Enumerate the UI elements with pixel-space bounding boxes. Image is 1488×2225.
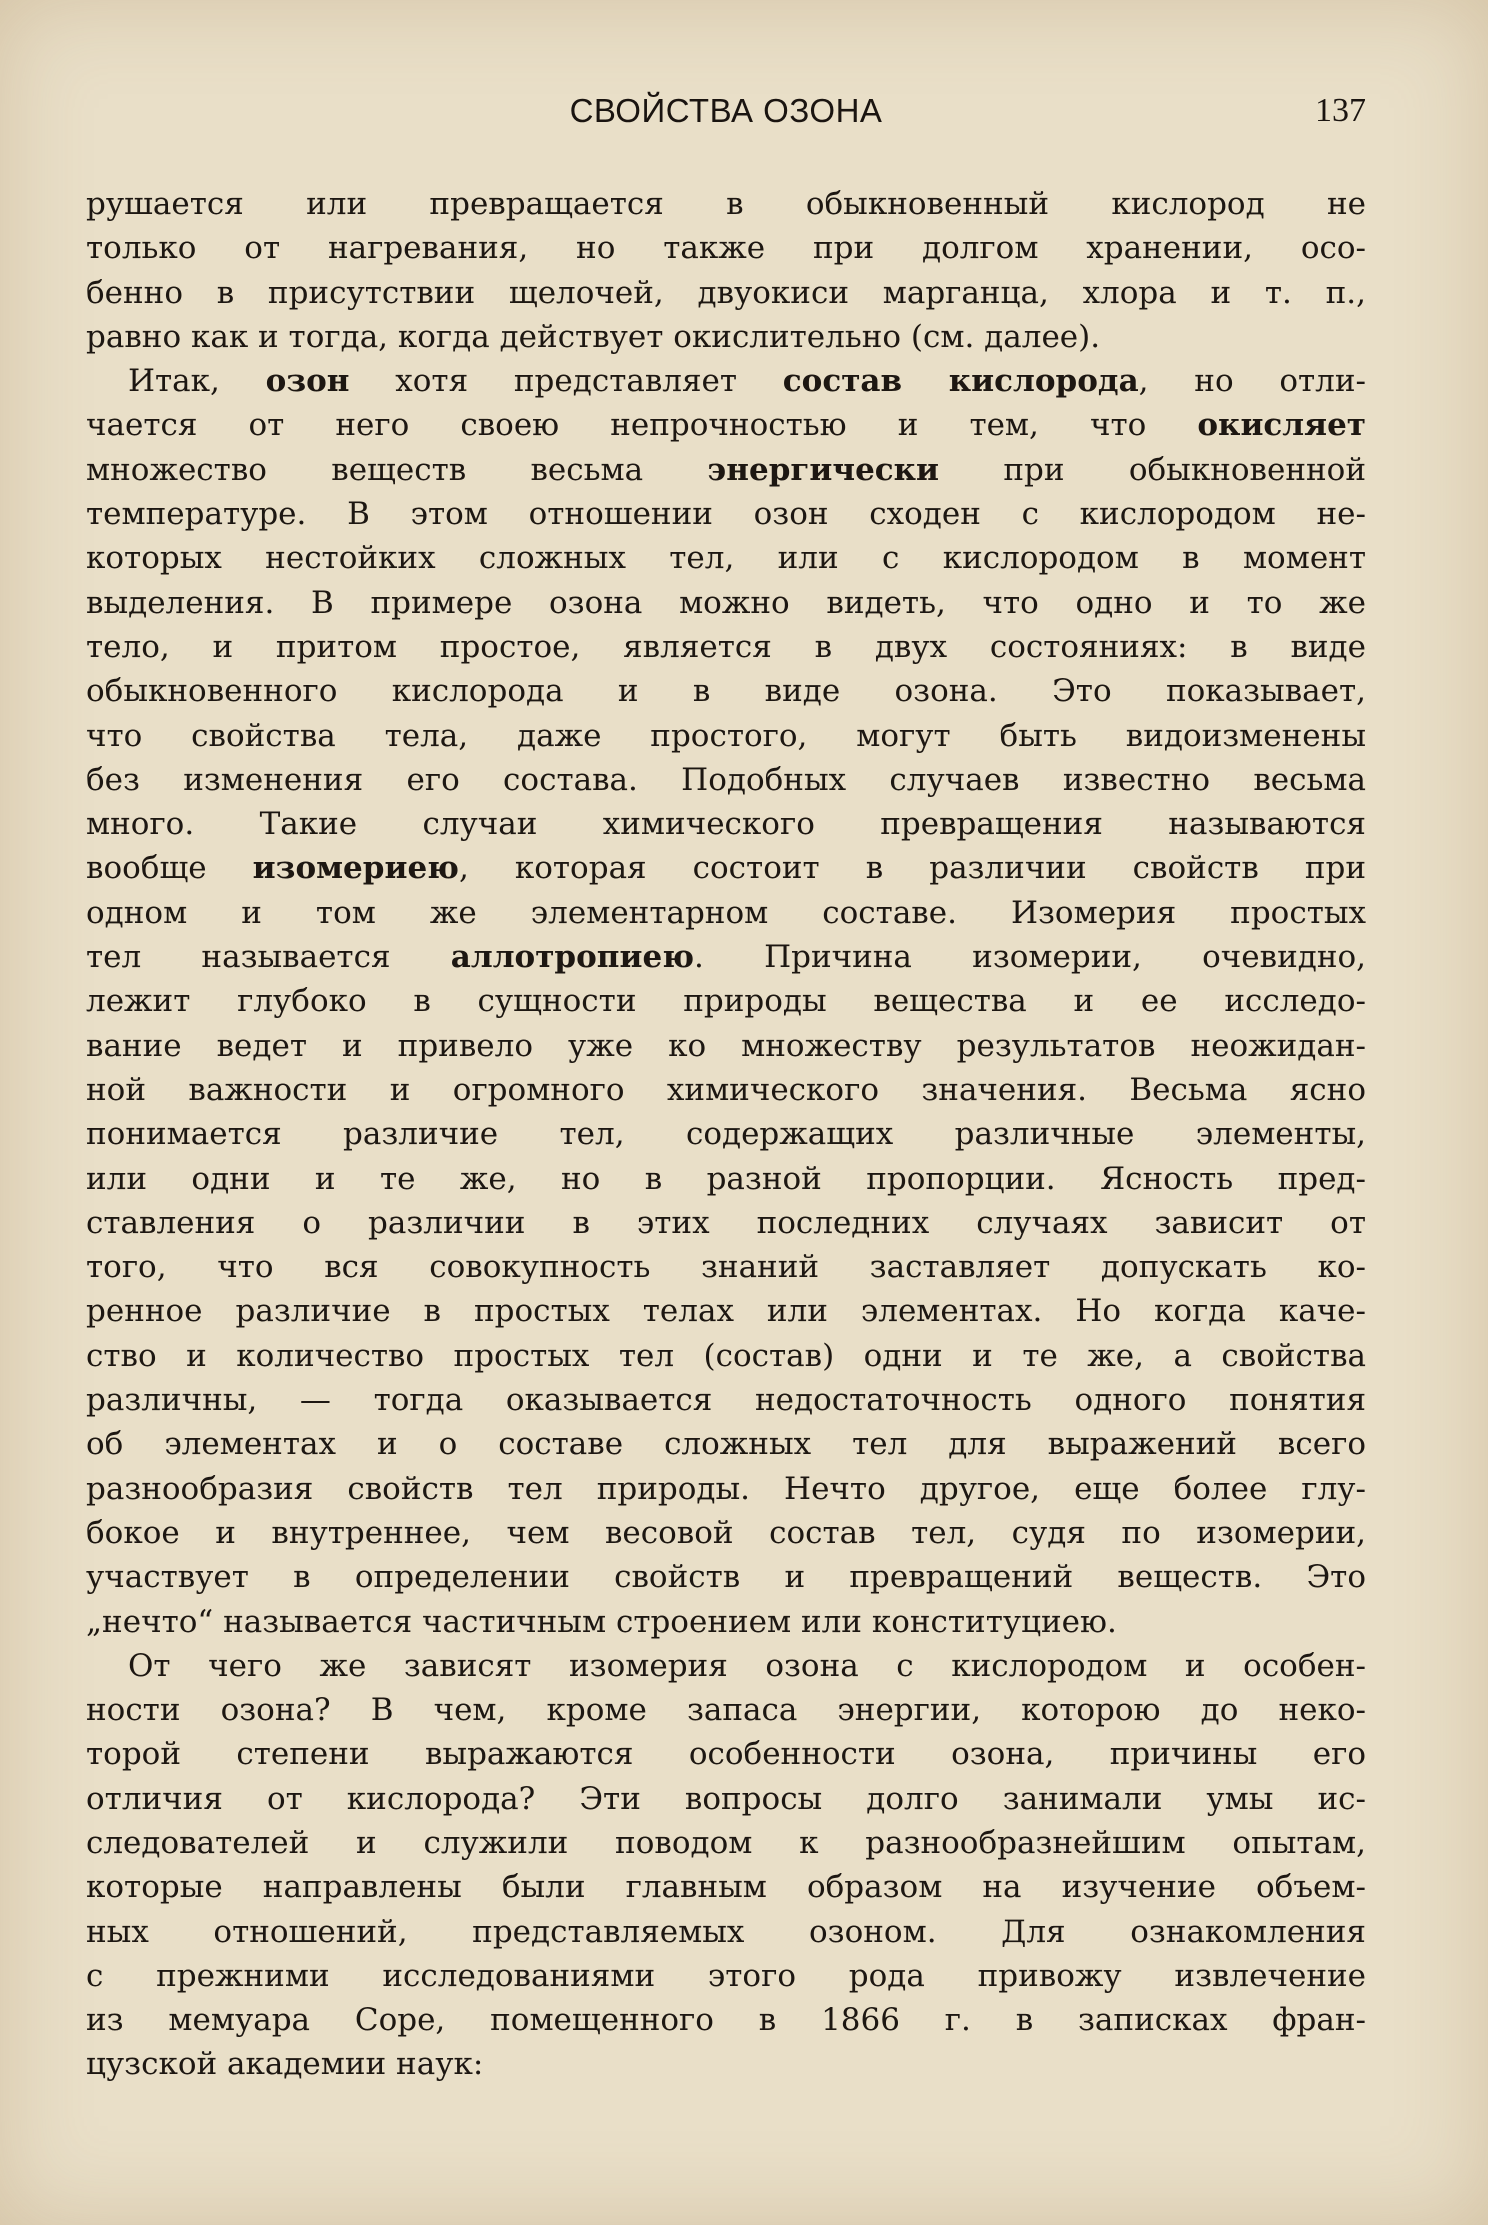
text-run: вообще [86,850,253,887]
text-run: ной важности и огромного химического значения. Весьма ясно [86,1071,1366,1108]
text-run: того, что вся совокупность знаний заставляет допускать ко- [86,1249,1366,1286]
text-line [86,1024,1366,1068]
text-run: ставления о различии в этих последних случаях зависит от [86,1204,1366,1241]
text-line [86,1201,1366,1245]
text-run: тело, и притом простое, является в двух состояниях: в виде [86,628,1366,665]
text-run: От чего же зависят изомерия озона с кислородом и особен- [128,1647,1366,1684]
text-run: температуре. В этом отношении озон сходен с кислородом не- [86,496,1366,533]
text-run: без изменения его состава. Подобных случаев известно весьма [86,761,1366,798]
text-run: выделения. В примере озона можно видеть, что одно и то же [86,584,1366,621]
text-line [86,1112,1366,1156]
text-line [86,226,1366,270]
text-run: , но отли- [1138,363,1366,400]
text-run: которые направлены были главным образом на изучение объем- [86,1869,1366,1906]
bold-term: изомериею [252,850,459,887]
text-line [86,935,1366,979]
text-line [86,1865,1366,1909]
text-line [86,1821,1366,1865]
text-line [86,315,1366,359]
text-line [86,979,1366,1023]
text-line [86,1688,1366,1732]
text-line [86,1467,1366,1511]
text-line [86,271,1366,315]
text-run: Итак, [128,363,266,400]
text-run: или одни и те же, но в разной пропорции. Ясность пред- [86,1160,1366,1197]
text-run: следователей и служили поводом к разнообразнейшим опытам, [86,1824,1366,1861]
text-run: различны, — тогда оказывается недостаточность одного понятия [86,1382,1366,1419]
text-run: „нечто“ называется частичным строением или конституциею. [86,1603,1117,1640]
text-line [86,359,1366,403]
bold-term: озон [265,363,350,400]
bold-term: состав кислорода [782,363,1139,400]
text-line [86,1334,1366,1378]
text-line [86,1600,1366,1644]
text-run: при обыкновенной [939,451,1366,488]
text-line [86,1998,1366,2042]
text-line [86,625,1366,669]
text-run: . Причина изомерии, очевидно, [693,939,1366,976]
text-line [86,1245,1366,1289]
text-run: ности озона? В чем, кроме запаса энергии, которою до неко- [86,1692,1366,1729]
text-run: участвует в определении свойств и превращений веществ. Это [86,1559,1366,1596]
text-run: торой степени выражаются особенности озона, причины его [86,1736,1366,1773]
text-run: много. Такие случаи химического превращения называются [86,806,1366,843]
text-run: лежит глубоко в сущности природы вещества и ее исследо- [86,983,1366,1020]
text-run: только от нагревания, но также при долгом хранении, осо- [86,230,1366,267]
text-run: вание ведет и привело уже ко множеству результатов неожидан- [86,1027,1366,1064]
text-run: с прежними исследованиями этого рода привожу извлечение [86,1957,1366,1994]
text-line [86,714,1366,758]
running-head [86,88,1366,136]
bold-term: аллотропиею [450,939,694,976]
text-run: рушается или превращается в обыкновенный кислород не [86,186,1366,222]
text-line [86,1289,1366,1333]
text-line [86,182,1366,226]
text-line [86,1422,1366,1466]
text-run: разнообразия свойств тел природы. Нечто другое, еще более глу- [86,1470,1366,1507]
text-line [86,448,1366,492]
text-line [86,669,1366,713]
text-run: что свойства тела, даже простого, могут быть видоизменены [86,717,1366,754]
text-line [86,1511,1366,1555]
text-run: тел называется [86,939,451,976]
text-run: чается от него своею непрочностью и тем, что [86,407,1198,444]
text-line [86,1157,1366,1201]
text-run: обыкновенного кислорода и в виде озона. Это показывает, [86,673,1366,710]
text-line [86,891,1366,935]
text-line [86,1954,1366,1998]
text-line [86,581,1366,625]
text-line [86,1777,1366,1821]
text-run: ство и количество простых тел (состав) одни и те же, а свойства [86,1337,1366,1374]
text-line [86,492,1366,536]
text-run: бокое и внутреннее, чем весовой состав тел, судя по изомерии, [86,1514,1366,1551]
text-run: , которая состоит в различии свойств при [458,850,1366,887]
text-run: ренное различие в простых телах или элементах. Но когда каче- [86,1293,1366,1330]
text-line [86,1068,1366,1112]
text-run: ных отношений, представляемых озоном. Для ознакомления [86,1913,1366,1950]
bold-term: энергически [707,451,940,488]
text-line [86,1378,1366,1422]
text-run: хотя представляет [349,363,783,400]
text-run: понимается различие тел, содержащих различные элементы, [86,1116,1366,1153]
text-run: которых нестойких сложных тел, или с кислородом в момент [86,540,1366,577]
text-line [86,1644,1366,1688]
page-number: 137 [1315,92,1366,129]
text-line [86,758,1366,802]
text-line [86,1555,1366,1599]
text-line [86,802,1366,846]
text-run: из мемуара Соре, помещенного в 1866 г. в записках фран- [86,2002,1366,2039]
text-line [86,846,1366,890]
text-run: равно как и тогда, когда действует окислительно (см. далее). [86,318,1101,355]
bold-term: окисляет [1197,407,1366,444]
text-run: одном и том же элементарном составе. Изомерия простых [86,894,1366,931]
text-run: бенно в присутствии щелочей, двуокиси марганца, хлора и т. п., [86,274,1366,311]
text-line [86,536,1366,580]
text-line [86,403,1366,447]
text-line [86,1910,1366,1954]
text-run: цузской академии наук: [86,2046,484,2083]
text-run: об элементах и о составе сложных тел для выражений всего [86,1426,1366,1463]
text-run: множество веществ весьма [86,451,708,488]
text-line [86,2042,1366,2086]
body-text [86,182,1366,2087]
text-run: отличия от кислорода? Эти вопросы долго занимали умы ис- [86,1780,1366,1817]
text-line [86,1732,1366,1776]
running-title: СВОЙСТВА ОЗОНА [569,92,883,129]
